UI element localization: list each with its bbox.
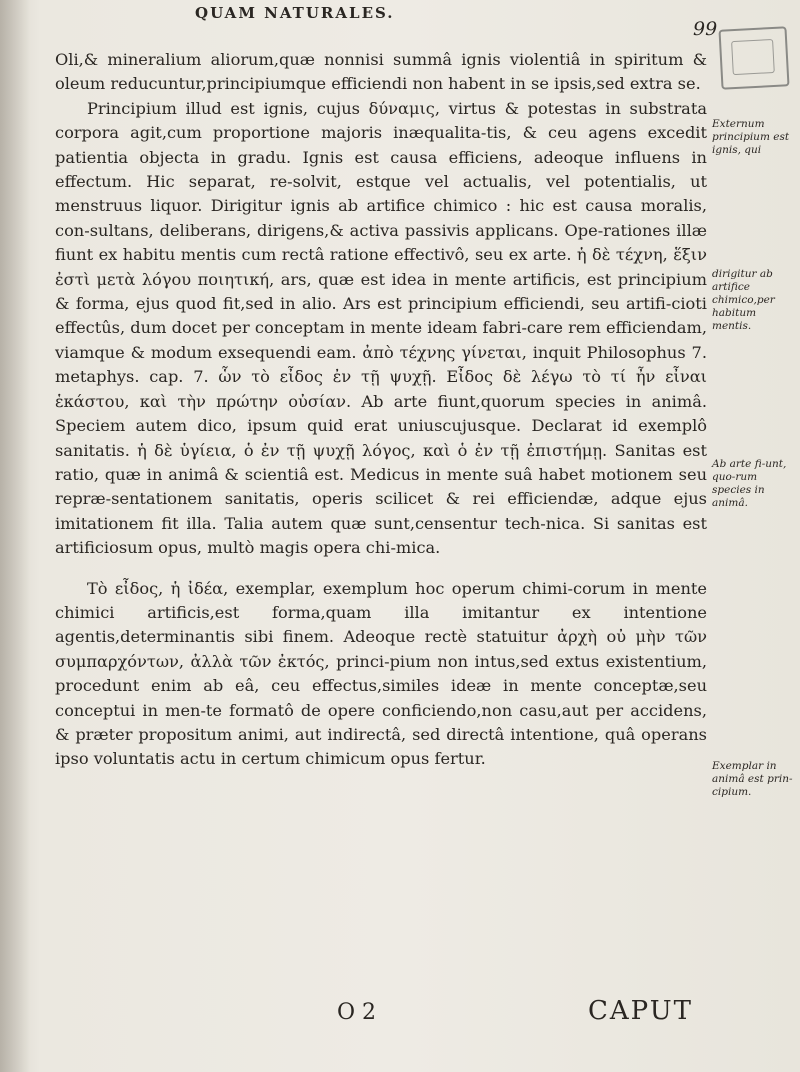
paragraph: Τὸ εἶδος, ἡ ἰδέα, exemplar, exemplum hoc operum chimi-corum in mente chimici artificis,est forma,quam illa imitantur ex intentione agentis,determinantis sibi finem. Adeoque rectè statuitur ἀρχὴ οὐ μὴν τῶν συμπαρχόντων, ἀλλὰ τῶν ἐκτός, princi-pium non intus,sed extus existentium, procedunt enim ab eâ, ceu effectus,similes ideæ in mente conceptæ,seu conceptui in men-te formatô de opere conficiendo,non casu,aut per accidens, & præter propositum animi, aut indirectâ, sed directâ intentione, quâ operans ipso voluntatis actu in certum chimicum opus fertur. — [55, 578, 707, 769]
paragraph: Principium illud est ignis, cujus δύναμις, virtus & potestas in substrata corpora agit,cum proportione majoris inæqualita-tis, & ceu agens excedit patientia objecta in gradu. Ignis est causa efficiens, adeoque influens in effectum. Hic separat, re-solvit, estque vel actualis, vel potentialis, ut menstruus liquor. Dirigitur ignis ab artifice chimico : hic est causa moralis, con-sultans, deliberans, dirigens,& activa passivis applicans. Ope-rationes illæ fiunt ex habitu mentis cum rectâ ratione effectivô, seu ex arte. ἡ δὲ τέχνη, ἕξιν ἐστὶ μετὰ λόγου ποιητική, ars, quæ est idea in mente artificis, est principium & forma, ejus quod fit,sed in alio. Ars est principium efficiendi, seu artifi-cioti effectûs, dum docet per conceptam in mente ideam fabri-care rem efficiendam, viamque & modum exsequendi eam. ἀπὸ τέχνης γίνεται, inquit Philosophus 7. metaphys. cap. 7. ὧν τὸ εἶδος ἐν τῇ ψυχῇ. Εἶδος δὲ λέγω τὸ τί ἦν εἶναι ἑκάστου, καὶ τὴν πρώτην οὐσίαν. Ab arte fiunt,quorum species in animâ. Speciem autem dico, ipsum quid erat uniuscujusque. Declarat id exemplô sanitatis. ἡ δὲ ὑγίεια, ὁ ἐν τῇ ψυχῇ λόγος, καὶ ὁ ἐν τῇ ἐπιστήμῃ. Sanitas est ratio, quæ in animâ & scientiâ est. Medicus in mente suâ habet motionem seu repræ-sentationem sanitatis, operis scilicet & rei efficiendæ, adque ejus imitationem fit illa. Talia autem quæ sunt,censentur tech-nica. Si sanitas est artificiosum opus, multò magis opera chi-mica. — [55, 98, 707, 558]
running-head: QUAM NATURALES. — [195, 4, 395, 22]
catchword: CAPUT — [588, 996, 693, 1026]
paragraph: Oli,& mineralium aliorum,quæ nonnisi summâ ignis violentiâ in spiritum & oleum reducuntur,principiumque efficiendi non habent in se ipsis,sed extra se. — [55, 50, 707, 94]
margin-note: dirigitur ab artifice chimico,per habitum mentis. — [712, 268, 775, 332]
margin-note: Exemplar in animâ est prin-cipium. — [712, 760, 793, 798]
margin-note: Ab arte fi-unt, quo-rum species in animâ. — [712, 458, 787, 509]
library-stamp — [718, 26, 789, 89]
gutter-shadow — [0, 0, 30, 1072]
signature-mark: O 2 — [337, 1000, 377, 1025]
page-number: 99 — [693, 18, 718, 40]
body-text — [55, 48, 707, 772]
margin-note: Externum principium est ignis, qui — [712, 118, 790, 156]
